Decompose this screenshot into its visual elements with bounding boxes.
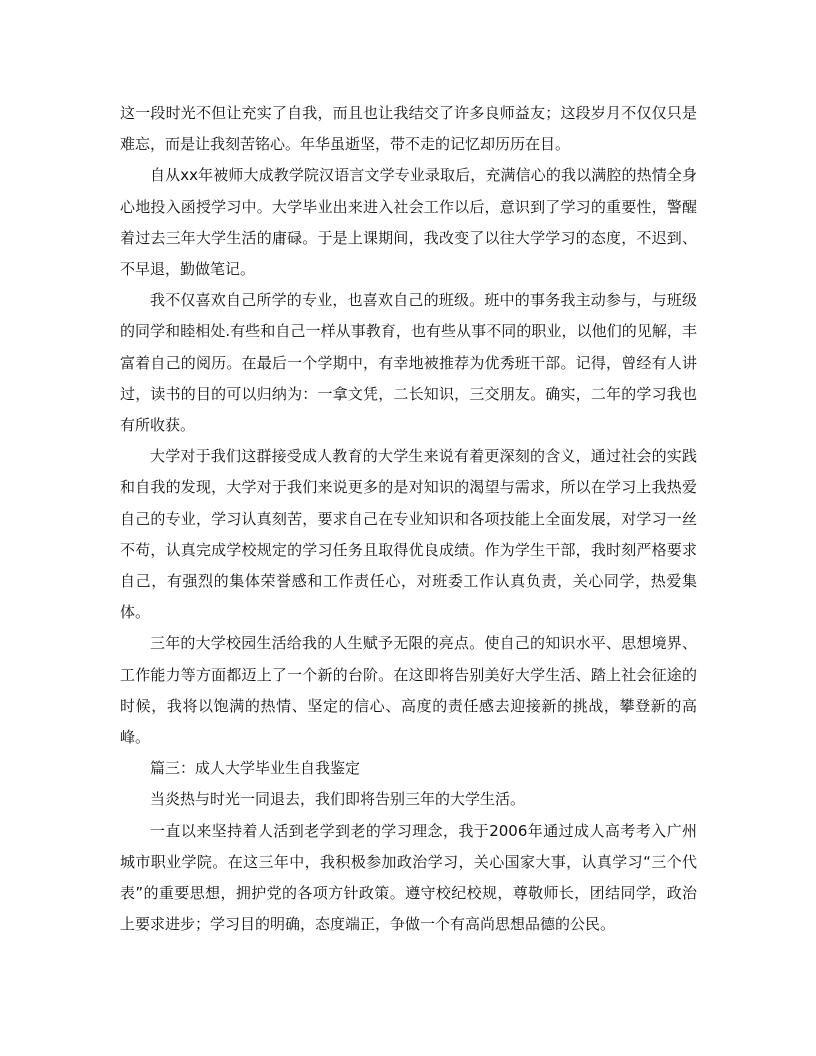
section-heading: 篇三：成人大学毕业生自我鉴定	[150, 759, 361, 778]
paragraph-6: 当炎热与时光一同退去，我们即将告别三年的大学生活。	[150, 790, 526, 809]
paragraph-3: 我不仅喜欢自己所学的专业，也喜欢自己的班级。班中的事务我主动参与，与班级的同学和睦相处.有些和自己一样从事教育，也有些从事不同的职业，以他们的见解，丰富着自己的阅历。在最后一个学期中，有幸地被推荐为优秀班干部。记得，曾经有人讲过，读书的目的可以归纳为：一拿文凭，二长知识，三交朋友。确实，二年的学习我也有所收获。	[120, 291, 697, 435]
paragraph-5: 三年的大学校园生活给我的人生赋予无限的亮点。使自己的知识水平、思想境界、工作能力等方面都迈上了一个新的台阶。在这即将告别美好大学生活、踏上社会征途的时候，我将以饱满的热情、坚定的信心、高度的责任感去迎接新的挑战，攀登新的高峰。	[120, 634, 697, 747]
paragraph-4: 大学对于我们这群接受成人教育的大学生来说有着更深刻的含义，通过社会的实践和自我的发现，大学对于我们来说更多的是对知识的渴望与需求，所以在学习上我热爱自己的专业，学习认真刻苦，要求自己在专业知识和各项技能上全面发展，对学习一丝不苟，认真完成学校规定的学习任务且取得优良成绩。作为学生干部，我时刻严格要求自己，有强烈的集体荣誉感和工作责任心，对班委工作认真负责，关心同学，热爱集体。	[120, 447, 697, 622]
paragraph-2: 自从xx年被师大成教学院汉语言文学专业录取后，充满信心的我以满腔的热情全身心地投入函授学习中。大学毕业出来进入社会工作以后，意识到了学习的重要性，警醒着过去三年大学生活的庸碌。于是上课期间，我改变了以往大学学习的态度，不迟到、不早退，勤做笔记。	[120, 166, 697, 279]
document-body	[120, 98, 697, 940]
paragraph-1: 这一段时光不但让充实了自我，而且也让我结交了许多良师益友；这段岁月不仅仅只是难忘，而是让我刻苦铭心。年华虽逝坚，带不走的记忆却历历在目。	[120, 104, 697, 154]
paragraph-7: 一直以来坚持着人活到老学到老的学习理念，我于2006年通过成人高考考入广州城市职业学院。在这三年中，我积极参加政治学习，关心国家大事，认真学习“三个代表”的重要思想，拥护党的各项方针政策。遵守校纪校规，尊敬师长，团结同学，政治上要求进步；学习目的明确，态度端正，争做一个有高尚思想品德的公民。	[120, 821, 697, 934]
